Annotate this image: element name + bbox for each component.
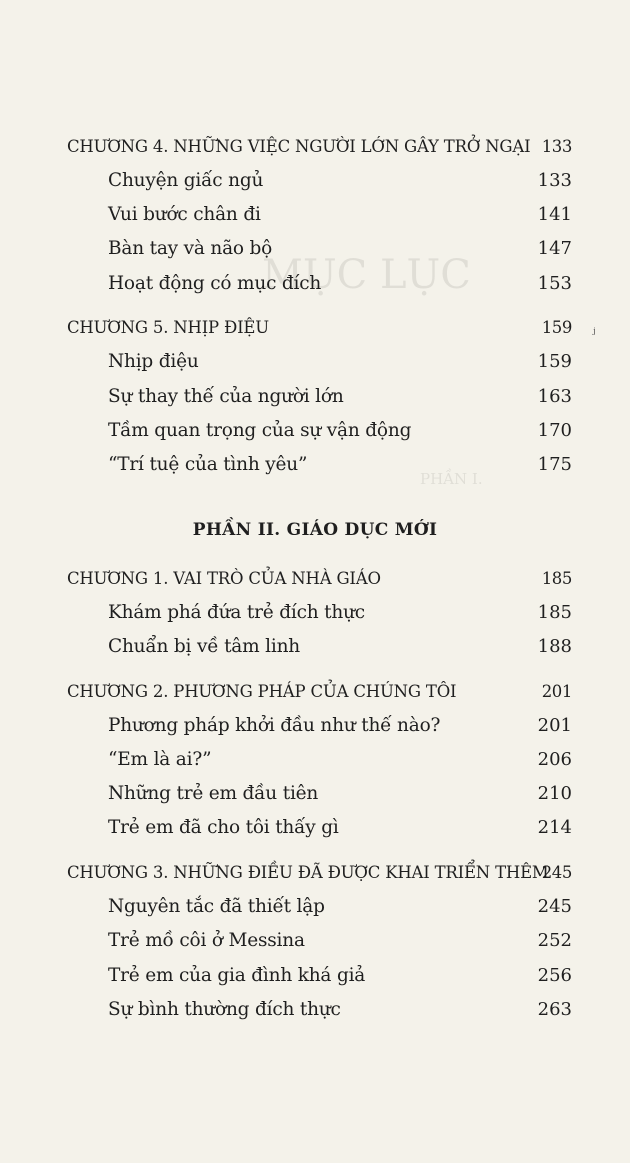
toc-page-number: 201: [537, 715, 572, 736]
toc-section-entry[interactable]: [0, 891, 630, 923]
toc-entry-title: Trẻ em đã cho tôi thấy gì: [108, 817, 339, 838]
toc-page-number: 175: [537, 454, 572, 475]
toc-section-entry[interactable]: [0, 960, 630, 992]
toc-entry-title: Sự bình thường đích thực: [108, 999, 341, 1020]
toc-page-number: 245: [537, 896, 572, 917]
toc-entry-title: “Trí tuệ của tình yêu”: [108, 454, 308, 475]
toc-page-number: 263: [537, 999, 572, 1020]
toc-page-number: 141: [537, 204, 572, 225]
toc-section-entry[interactable]: [0, 994, 630, 1026]
toc-section-entry[interactable]: [0, 165, 630, 197]
toc-entry-title: CHƯƠNG 2. PHƯƠNG PHÁP CỦA CHÚNG TÔI: [67, 682, 457, 701]
toc-page-number: 185: [541, 569, 572, 588]
show-through-decoration: PHẦN I.: [420, 470, 483, 488]
toc-chapter-entry[interactable]: [0, 563, 630, 595]
toc-section-entry[interactable]: [0, 381, 630, 413]
toc-entry-title: Trẻ mồ côi ở Messina: [108, 930, 305, 951]
toc-section-entry[interactable]: [0, 449, 630, 481]
toc-page-number: 133: [541, 137, 572, 156]
part-heading: PHẦN II. GIÁO DỤC MỚI: [192, 520, 438, 540]
toc-entry-title: Sự thay thế của người lớn: [108, 386, 344, 407]
toc-chapter-entry[interactable]: [0, 131, 630, 163]
toc-entry-title: Nguyên tắc đã thiết lập: [108, 896, 325, 917]
toc-entry-title: Bàn tay và não bộ: [108, 238, 273, 259]
toc-section-entry[interactable]: [0, 778, 630, 810]
toc-page-number: 256: [537, 965, 572, 986]
toc-chapter-entry[interactable]: [0, 857, 630, 889]
toc-page-number: 159: [537, 351, 572, 372]
toc-section-entry[interactable]: [0, 346, 630, 378]
toc-section-entry[interactable]: [0, 812, 630, 844]
toc-entry-title: Hoạt động có mục đích: [108, 273, 322, 294]
toc-page-number: 252: [537, 930, 572, 951]
toc-section-entry[interactable]: [0, 199, 630, 231]
toc-section-entry[interactable]: [0, 268, 630, 300]
toc-section-entry[interactable]: [0, 415, 630, 447]
toc-entry-title: Chuẩn bị về tâm linh: [108, 636, 301, 657]
toc-section-entry[interactable]: [0, 631, 630, 663]
toc-page-number: 201: [541, 682, 572, 701]
toc-page-number: 133: [537, 170, 572, 191]
toc-entry-title: “Em là ai?”: [108, 749, 212, 770]
toc-page-number: 159: [541, 318, 572, 337]
toc-entry-title: Vui bước chân đi: [108, 204, 261, 225]
toc-entry-title: Chuyện giấc ngủ: [108, 170, 264, 191]
toc-entry-title: CHƯƠNG 3. NHỮNG ĐIỀU ĐÃ ĐƯỢC KHAI TRIỂN THÊM: [67, 863, 549, 882]
toc-page-number: 170: [537, 420, 572, 441]
toc-chapter-entry[interactable]: [0, 312, 630, 344]
show-through-decoration: MỤC LỤC: [262, 252, 471, 298]
toc-entry-title: Nhịp điệu: [108, 351, 199, 372]
toc-page-number: 147: [537, 238, 572, 259]
toc-section-entry[interactable]: [0, 597, 630, 629]
toc-page-number: 214: [537, 817, 572, 838]
toc-page-number: 153: [537, 273, 572, 294]
toc-entry-title: Tầm quan trọng của sự vận động: [108, 420, 412, 441]
toc-entry-title: CHƯƠNG 1. VAI TRÒ CỦA NHÀ GIÁO: [67, 569, 381, 588]
toc-page-number: 163: [537, 386, 572, 407]
toc-page-number: 188: [537, 636, 572, 657]
toc-entry-title: CHƯƠNG 4. NHỮNG VIỆC NGƯỜI LỚN GÂY TRỞ NGẠI: [67, 137, 531, 156]
toc-page-number: 245: [541, 863, 572, 882]
toc-section-entry[interactable]: [0, 744, 630, 776]
toc-chapter-entry[interactable]: [0, 676, 630, 708]
toc-section-entry[interactable]: [0, 233, 630, 265]
toc-entry-title: CHƯƠNG 5. NHỊP ĐIỆU: [67, 318, 269, 337]
toc-section-entry[interactable]: [0, 710, 630, 742]
toc-entry-title: Trẻ em của gia đình khá giả: [108, 965, 366, 986]
pencil-mark: ʲ: [592, 326, 596, 342]
toc-section-entry[interactable]: [0, 925, 630, 957]
toc-page-number: 185: [537, 602, 572, 623]
toc-page-number: 206: [537, 749, 572, 770]
toc-entry-title: Những trẻ em đầu tiên: [108, 783, 319, 804]
toc-entry-title: Khám phá đứa trẻ đích thực: [108, 602, 365, 623]
toc-entry-title: Phương pháp khởi đầu như thế nào?: [108, 715, 441, 736]
toc-page-number: 210: [537, 783, 572, 804]
